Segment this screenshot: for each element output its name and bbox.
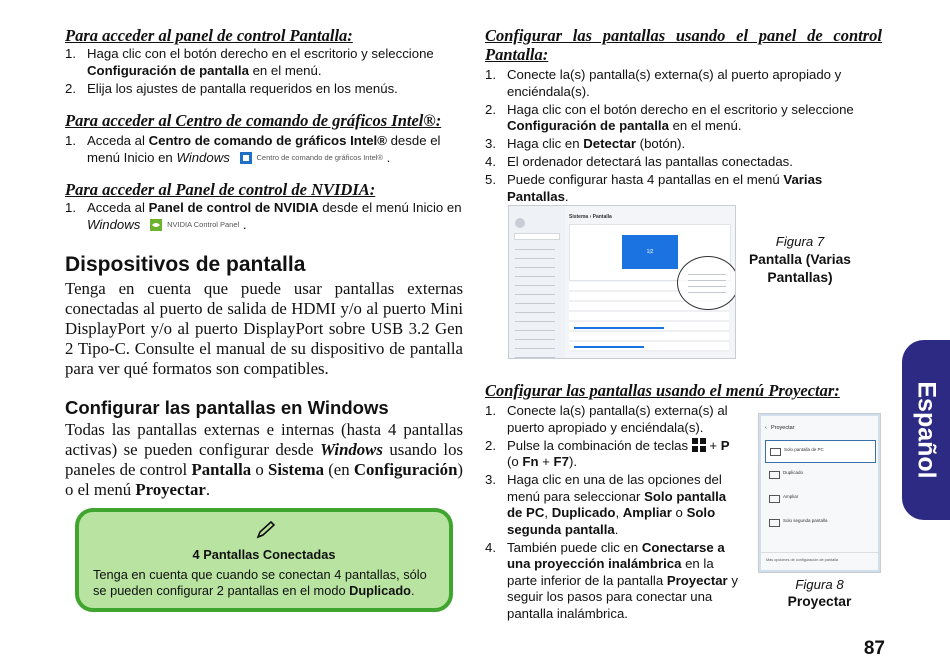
settings-breadcrumb: Sistema › Pantalla <box>569 214 612 220</box>
figure-7-caption: Pantalla (Varias Pantallas) <box>748 252 851 285</box>
projector-panel-title: Proyectar <box>771 425 795 431</box>
list-item: 4. También puede clic en Conectarse a una proyección inalámbrica en la parte inferior de la pantalla Proyectar y seguir los pasos para conectar una pantalla inalámbrica. <box>485 539 738 621</box>
option-label: Duplicado <box>783 470 804 475</box>
settings-sidebar <box>509 206 565 358</box>
nvidia-start-menu-entry: NVIDIA Control Panel <box>150 217 239 234</box>
pc-screen-only-icon <box>770 448 781 456</box>
language-tab-label: Español <box>912 381 941 479</box>
projector-panel <box>761 416 878 570</box>
multiple-displays-callout <box>677 256 736 310</box>
figure-8-label: Figura 8 <box>795 577 844 592</box>
list-item: 2. Pulse la combinación de teclas + P (o Fn + F7). <box>485 437 730 469</box>
list-item: 2. Elija los ajustes de pantalla requeridos en los menús. <box>65 80 398 96</box>
divider <box>761 552 878 553</box>
windows-key-icon <box>692 438 706 452</box>
monitor-tile: 1|2 <box>622 235 678 269</box>
back-arrow-icon: ‹ <box>765 425 767 431</box>
paragraph-dispositivos: Tenga en cuenta que puede usar pantallas externas conectadas al puerto de salida de HDMI y/o al puerto Mini DisplayPort y/o al puerto DisplayPort sobre USB 3.2 Gen 2 Tipo-C. Consulte el manual de su dispositivo de pantalla para ver qué formatos son compatibles. <box>65 279 463 378</box>
more-display-settings-link: Más opciones de configuración de pantalla <box>766 558 838 562</box>
list-configurar-panel <box>485 67 885 207</box>
figure-8-screenshot <box>758 413 881 573</box>
list-panel-pantalla <box>65 46 465 99</box>
duplicate-icon <box>769 471 780 479</box>
list-item: 2. Haga clic con el botón derecho en el escritorio y seleccione Configuración de pantalla en el menú. <box>485 101 854 133</box>
option-duplicate <box>765 464 874 485</box>
paragraph-configurar-windows: Todas las pantallas externas e internas (hasta 4 pantallas activas) se pueden configurar desde Windows usando los paneles de control Pantalla o Sistema (en Configuración) o el menú Proyectar. <box>65 420 463 499</box>
figure-8-caption: Proyectar <box>787 594 852 609</box>
sidebar-menu-items <box>515 244 555 359</box>
option-extend <box>765 488 874 509</box>
heading-configurar-windows: Configurar las pantallas en Windows <box>65 397 389 418</box>
heading-dispositivos: Dispositivos de pantalla <box>65 253 306 276</box>
language-tab <box>902 340 950 520</box>
scale-slider <box>574 327 664 329</box>
resolution-slider <box>574 346 644 348</box>
list-item: 5. Puede configurar hasta 4 pantallas en el menú Varias Pantallas. <box>485 172 823 204</box>
section-title-panel-pantalla: Para acceder al panel de control Pantalla: <box>65 26 353 45</box>
list-intel <box>65 133 465 168</box>
list-proyectar <box>485 403 740 624</box>
avatar <box>515 218 525 228</box>
note-box <box>75 508 453 612</box>
list-item: 1. Acceda al Panel de control de NVIDIA desde el menú Inicio en Windows NVIDIA Control Panel . <box>65 200 462 232</box>
list-item: 1. Conecte la(s) pantalla(s) externa(s) al puerto apropiado y enciéndala(s). <box>485 403 728 435</box>
section-title-proyectar: Configurar las pantallas usando el menú Proyectar: <box>485 381 840 400</box>
note-text: Tenga en cuenta que cuando se conectan 4 pantallas, sólo se pueden configurar 2 pantallas en el modo Duplicado. <box>93 567 427 598</box>
list-item: 1. Haga clic con el botón derecho en el escritorio y seleccione Configuración de pantalla en el menú. <box>65 46 434 78</box>
page-number: 87 <box>863 638 885 659</box>
option-pc-only <box>765 440 876 463</box>
list-item: 1. Acceda al Centro de comando de gráficos Intel® desde el menú Inicio en Windows Centro de comando de gráficos Intel® . <box>65 133 441 165</box>
figure-7-label: Figura 7 <box>775 234 825 249</box>
list-item: 1. Conecte la(s) pantalla(s) externa(s) al puerto apropiado y enciéndala(s). <box>485 67 842 99</box>
option-label: Ampliar <box>783 494 799 499</box>
sidebar-search-input <box>514 233 560 240</box>
section-title-intel: Para acceder al Centro de comando de gráficos Intel®: <box>65 111 442 130</box>
extend-icon <box>769 495 780 503</box>
option-label: Solo pantalla de PC <box>784 447 824 452</box>
note-title: 4 Pantallas Conectadas <box>192 547 336 562</box>
figure-7-screenshot <box>508 205 736 359</box>
option-second-only <box>765 512 874 533</box>
callout-options <box>688 269 726 297</box>
list-item: 3. Haga clic en Detectar (botón). <box>485 136 686 151</box>
intel-graphics-icon <box>240 152 252 164</box>
intel-start-menu-entry: Centro de comando de gráficos Intel® <box>240 150 383 167</box>
pencil-icon <box>255 520 277 540</box>
section-title-nvidia: Para acceder al Panel de control de NVIDIA: <box>65 180 376 199</box>
list-nvidia <box>65 200 465 235</box>
option-label: Solo segunda pantalla <box>783 518 828 523</box>
nvidia-icon <box>150 219 162 231</box>
second-screen-only-icon <box>769 519 780 527</box>
section-title-configurar-panel: Configurar las pantallas usando el panel de control Pantalla: <box>485 26 882 64</box>
list-item: 4. El ordenador detectará las pantallas conectadas. <box>485 154 793 169</box>
list-item: 3. Haga clic en una de las opciones del menú para seleccionar Solo pantalla de PC, Duplicado, Ampliar o Solo segunda pantalla. <box>485 472 727 537</box>
